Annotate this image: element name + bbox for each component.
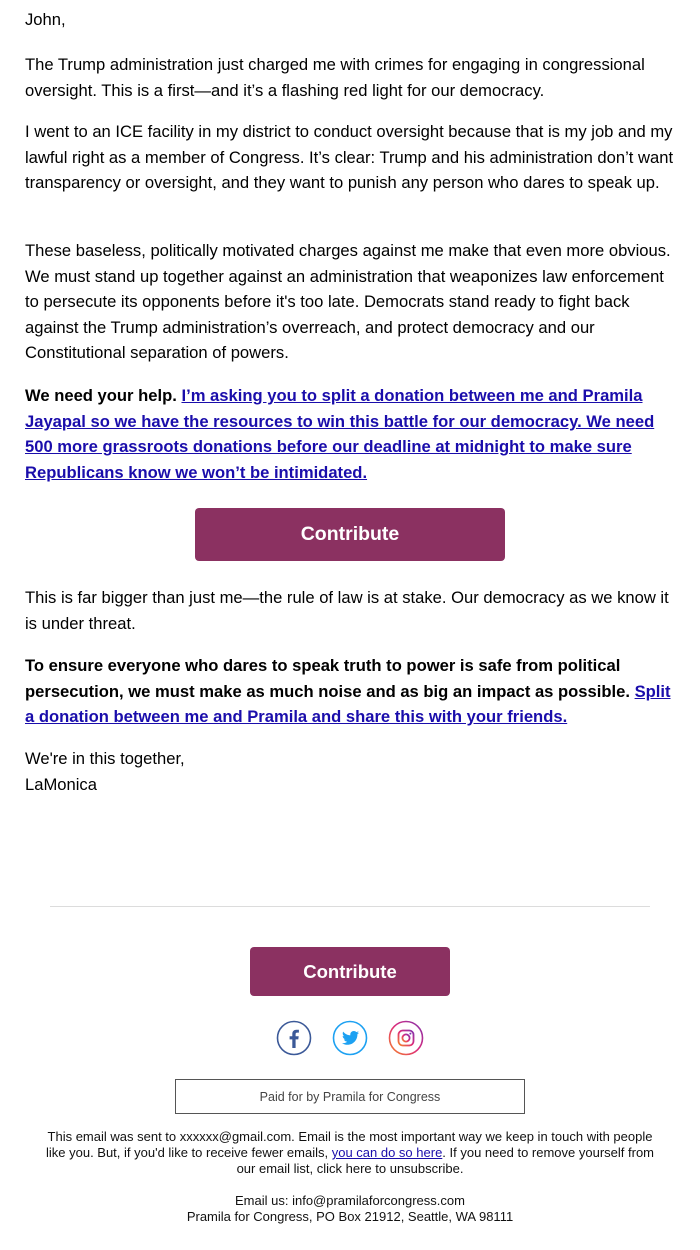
paragraph-ask — [25, 383, 680, 485]
paragraph-1 — [25, 52, 680, 103]
contribute-button[interactable]: Contribute — [195, 508, 505, 561]
footer-contact — [40, 1193, 660, 1225]
paragraph-5-text: This is far bigger than just me—the rule of law is at stake. Our democracy as we know it is under threat. — [25, 588, 669, 633]
footer-address: Pramila for Congress, PO Box 21912, Seattle, WA 98111 — [186, 1209, 514, 1224]
paragraph-6 — [25, 653, 680, 730]
footer-email: Email us: info@pramilaforcongress.com — [235, 1193, 465, 1208]
twitter-icon — [332, 1020, 368, 1056]
instagram-link[interactable] — [388, 1020, 424, 1056]
donate-link-1[interactable]: I’m asking you to split a donation between me and Pramila Jayapal so we have the resources to win this battle for our democracy. We need 500 more grassroots donations before our deadline at midnight to make sure Republicans know we won’t be intimidated. — [25, 386, 655, 482]
donate-link-2[interactable]: Split a donation between me and Pramila and share this with your friends. — [25, 681, 671, 727]
facebook-link[interactable] — [276, 1020, 312, 1056]
signoff: We're in this together, — [25, 749, 185, 768]
paragraph-2 — [25, 119, 680, 196]
paragraph-5 — [25, 585, 680, 636]
paragraph-1-text: The Trump administration just charged me with crimes for engaging in congressional oversight. This is a first—and it’s a flashing red light for our democracy. — [25, 55, 645, 100]
signoff-block — [25, 746, 680, 797]
twitter-link[interactable] — [332, 1020, 368, 1056]
instagram-icon — [388, 1020, 424, 1056]
closing-bold-text: To ensure everyone who dares to speak truth to power is safe from political persecution, we must make as much noise and as big an impact as possible. — [25, 656, 630, 701]
paragraph-3 — [25, 238, 680, 366]
paragraph-2-text: I went to an ICE facility in my district to conduct oversight because that is my job and my lawful right as a member of Congress. It’s clear: Trump and his administration don’t want transparency or oversight, and they want to punish any person who dares to speak up. — [25, 122, 674, 193]
greeting: John, — [25, 10, 66, 29]
signature: LaMonica — [25, 774, 97, 794]
paid-for-disclaimer: Paid for by Pramila for Congress — [175, 1079, 525, 1114]
footer-notice: This email was sent to xxxxxx@gmail.com. Email is the most important way we keep in touch with people like you. But, if you'd like to receive fewer emails, you can do so here. If you need to remove yourself from our email list, click here to unsubscribe. — [45, 1129, 655, 1176]
facebook-icon — [276, 1020, 312, 1056]
paragraph-3-text: These baseless, politically motivated charges against me make that even more obvious. We must stand up together against an administration that weaponizes law enforcement to persecute its opponents before it's too late. Democrats stand ready to fight back against the Trump administration’s overreach, and protect democracy and our Constitutional separation of powers. — [25, 241, 671, 363]
fewer-emails-link[interactable]: you can do so here — [331, 1145, 443, 1160]
footer-contribute-button[interactable]: Contribute — [250, 947, 450, 996]
footer-divider — [50, 906, 650, 907]
ask-bold-text: We need your help. — [25, 386, 177, 405]
